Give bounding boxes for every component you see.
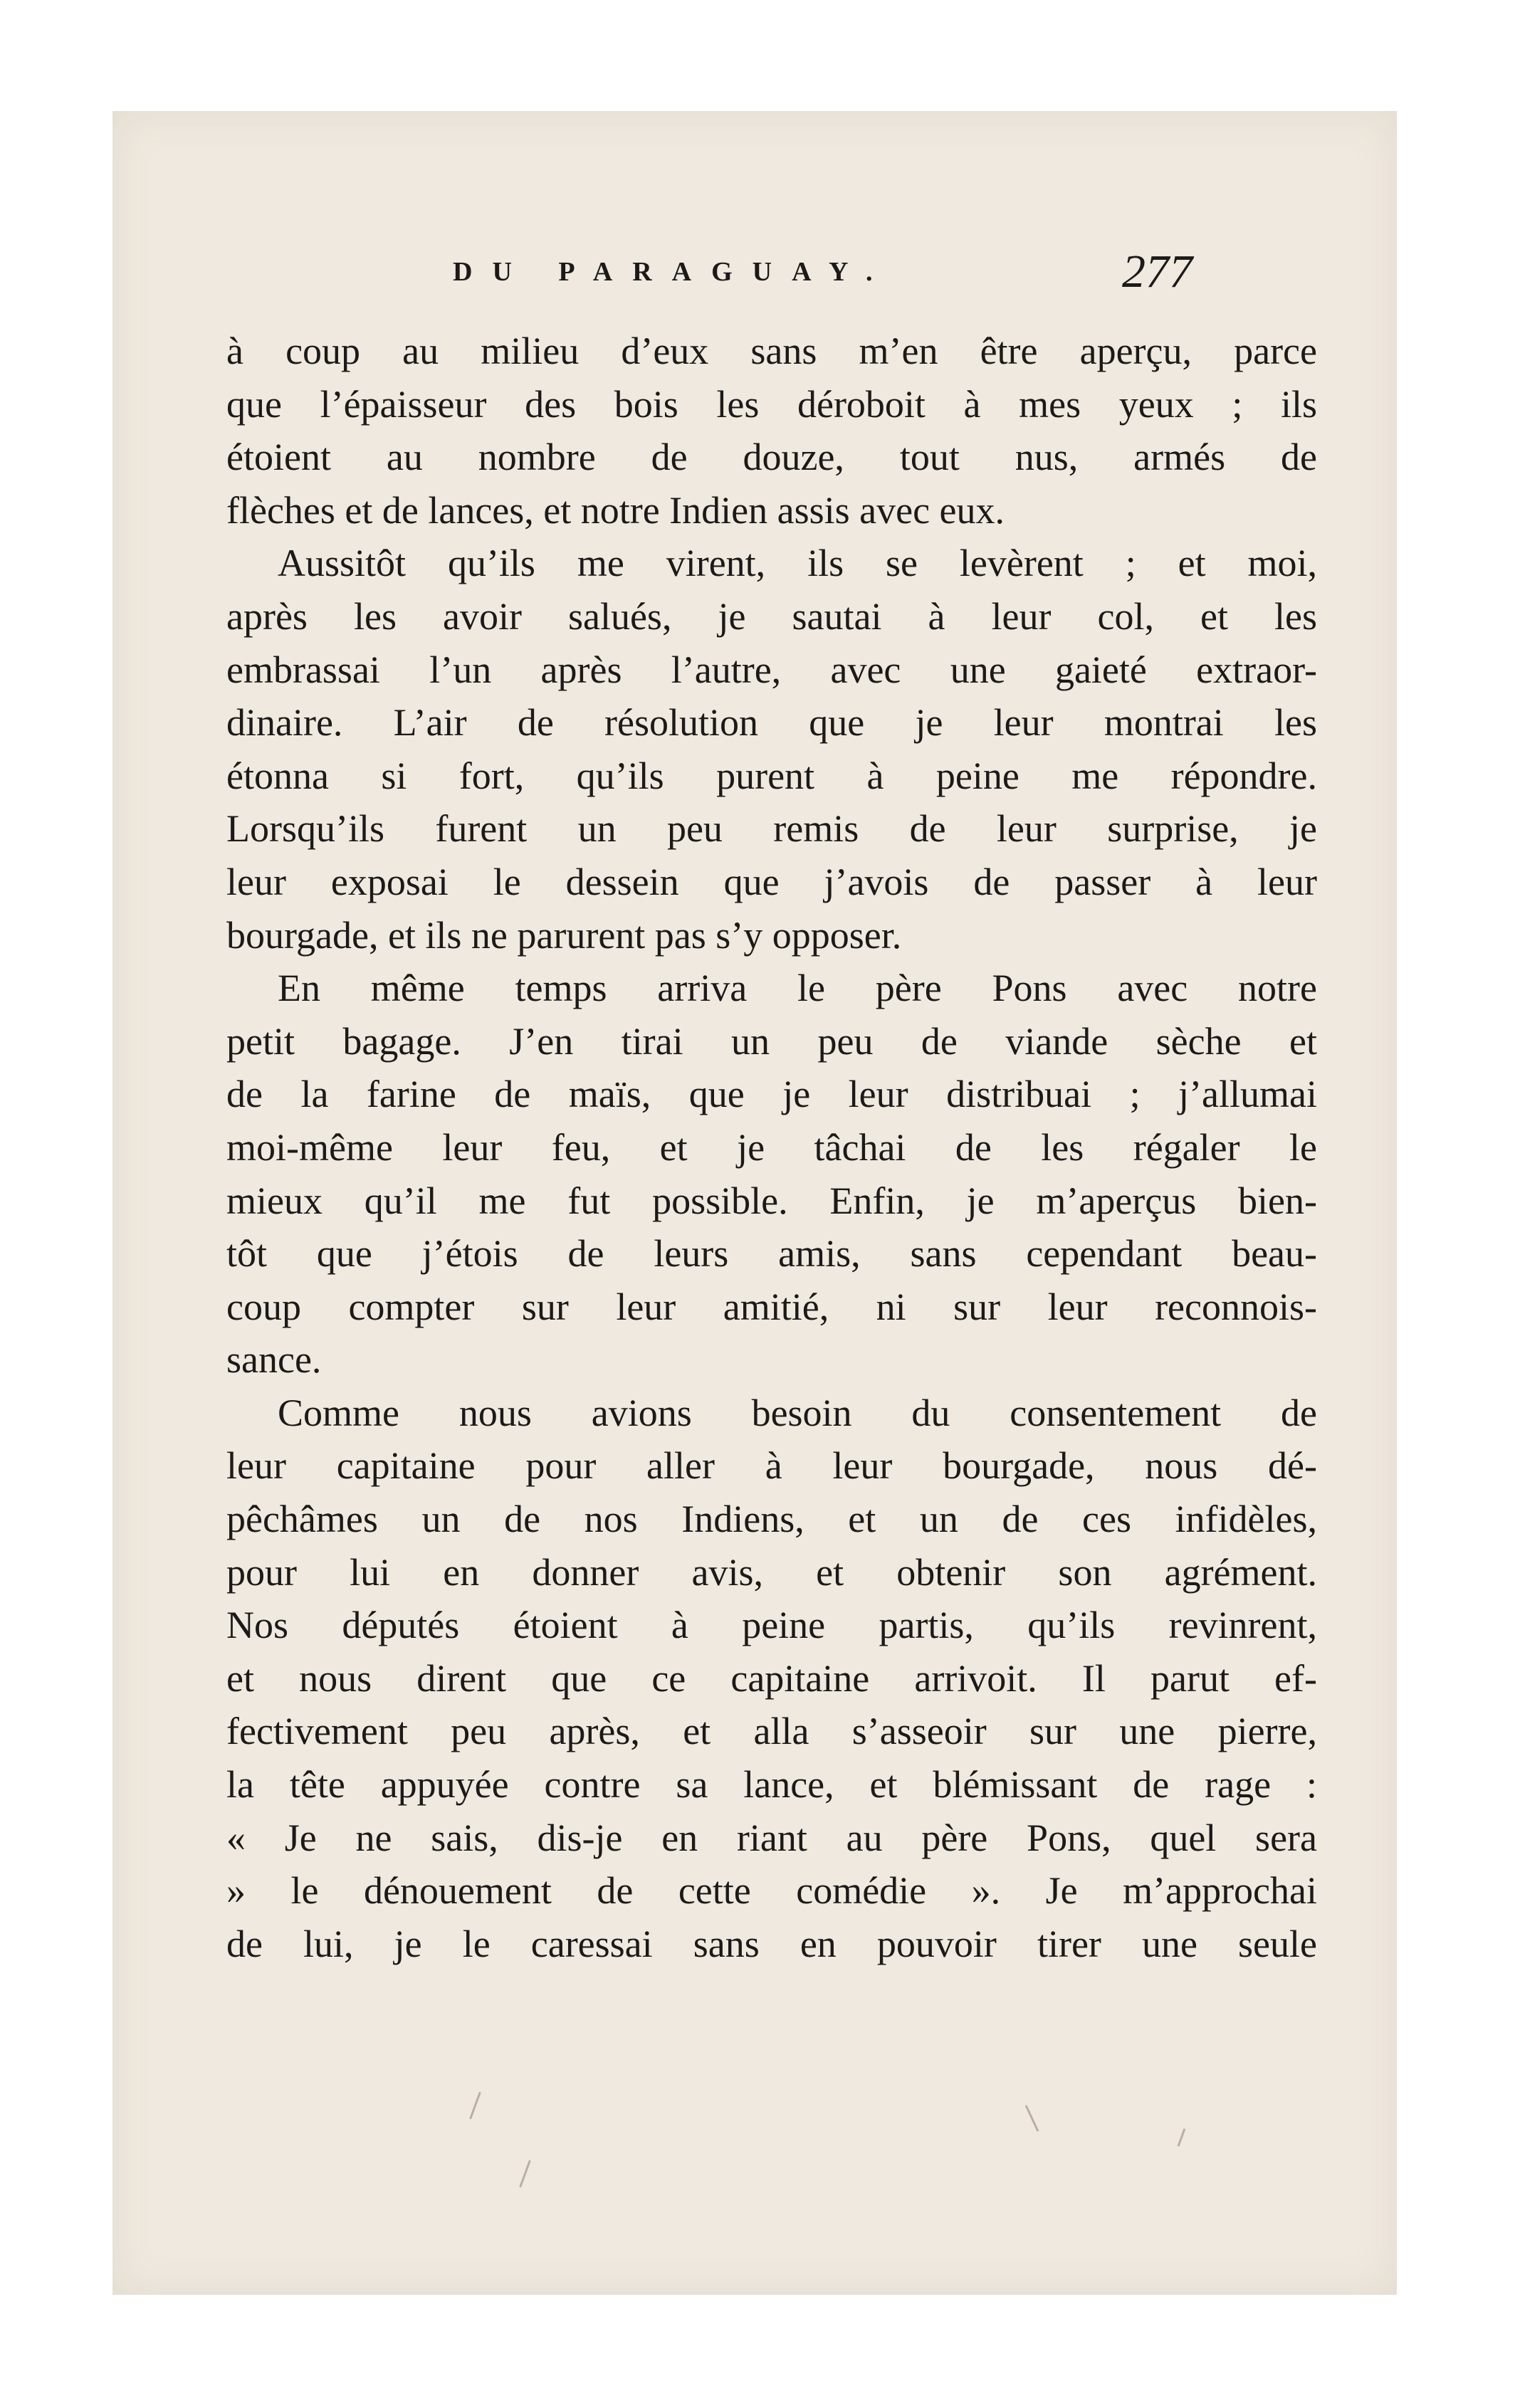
text-line: leur exposai le dessein que j’avois de passer à leur <box>226 860 1317 903</box>
text-line: fectivement peu après, et alla s’asseoir sur une pierre, <box>226 1710 1317 1753</box>
text-line: » le dénouement de cette comédie ». Je m’approchai <box>226 1869 1317 1913</box>
text-line: de lui, je le caressai sans en pouvoir tirer une seule <box>226 1922 1317 1965</box>
text-line: moi-même leur feu, et je tâchai de les régaler le <box>226 1125 1317 1169</box>
text-line: pour lui en donner avis, et obtenir son agrément. <box>226 1550 1317 1594</box>
paper-speck <box>469 2092 481 2120</box>
text-line: leur capitaine pour aller à leur bourgade, nous dé- <box>226 1444 1317 1488</box>
running-head: DU PARAGUAY. <box>453 257 893 287</box>
text-line: que l’épaisseur des bois les déroboit à mes yeux ; ils <box>226 382 1317 426</box>
paper-speck <box>1178 2128 1186 2146</box>
text-line: de la farine de maïs, que je leur distribuai ; j’allumai <box>226 1073 1317 1116</box>
paper-speck <box>519 2160 530 2188</box>
text-line: dinaire. L’air de résolution que je leur montrai les <box>226 701 1317 745</box>
text-line: mieux qu’il me fut possible. Enfin, je m’aperçus bien- <box>226 1179 1317 1222</box>
text-line: coup compter sur leur amitié, ni sur leur reconnois- <box>226 1285 1317 1328</box>
text-line: bourgade, et ils ne parurent pas s’y opposer. <box>226 913 902 957</box>
paper-speck <box>1025 2105 1039 2132</box>
page-header <box>112 245 1397 309</box>
text-line: et nous dirent que ce capitaine arrivoit. Il parut ef- <box>226 1656 1317 1700</box>
book-page <box>112 111 1397 2295</box>
text-line: embrassai l’un après l’autre, avec une gaieté extraor- <box>226 648 1317 691</box>
text-line: « Je ne sais, dis-je en riant au père Pons, quel sera <box>226 1816 1317 1859</box>
page-number: 277 <box>1122 246 1192 298</box>
text-line: après les avoir salués, je sautai à leur col, et les <box>226 594 1317 638</box>
text-line: tôt que j’étois de leurs amis, sans cependant beau- <box>226 1232 1317 1276</box>
text-line: pêchâmes un de nos Indiens, et un de ces infidèles, <box>226 1498 1317 1541</box>
text-line: à coup au milieu d’eux sans m’en être aperçu, parce <box>226 330 1317 372</box>
text-line: étonna si fort, qu’ils purent à peine me répondre. <box>226 754 1317 797</box>
text-line: sance. <box>226 1338 322 1382</box>
text-line: Aussitôt qu’ils me virent, ils se levèrent ; et moi, <box>278 542 1317 585</box>
text-line: En même temps arriva le père Pons avec notre <box>278 967 1317 1010</box>
text-line: la tête appuyée contre sa lance, et blémissant de rage : <box>226 1763 1317 1807</box>
text-line: Lorsqu’ils furent un peu remis de leur surprise, je <box>226 807 1317 851</box>
text-line: flèches et de lances, et notre Indien assis avec eux. <box>226 488 1005 532</box>
body-text <box>226 325 1317 1970</box>
text-line: Nos députés étoient à peine partis, qu’ils revinrent, <box>226 1604 1317 1647</box>
text-line: petit bagage. J’en tirai un peu de viande sèche et <box>226 1019 1317 1063</box>
text-line: étoient au nombre de douze, tout nus, armés de <box>226 436 1317 479</box>
text-line: Comme nous avions besoin du consentement de <box>278 1391 1317 1434</box>
